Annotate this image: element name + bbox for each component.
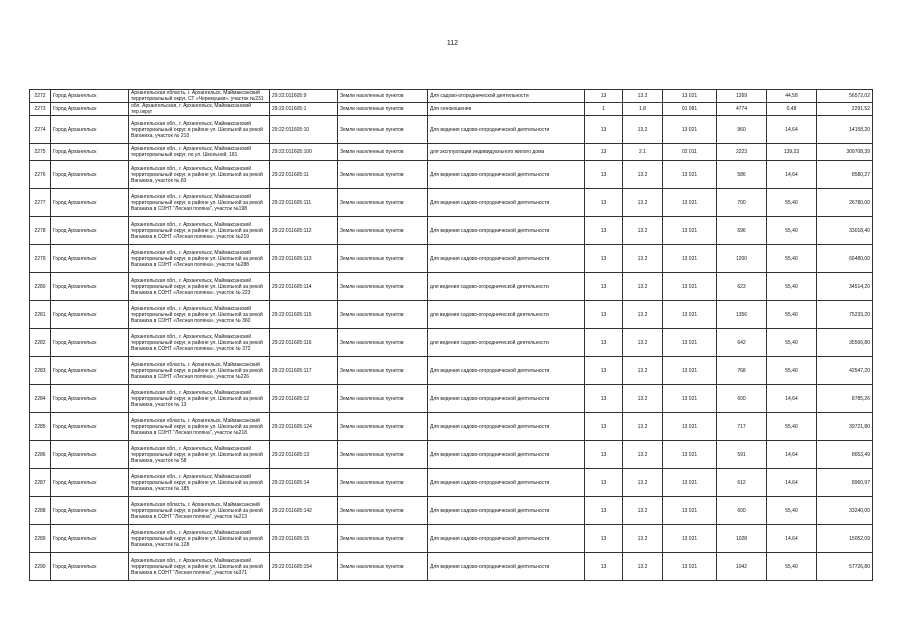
code-cell: 13	[585, 441, 623, 469]
use-code-cell: 13 021	[663, 413, 717, 441]
permitted-use-cell: Для ведения садово-огороднической деятельности	[428, 413, 585, 441]
subcode-cell: 13.2	[623, 161, 663, 189]
cadastral-value-cell: 8785,26	[817, 385, 873, 413]
use-code-cell: 13 021	[663, 357, 717, 385]
municipality-cell: Город Архангельск	[51, 413, 129, 441]
municipality-cell: Город Архангельск	[51, 301, 129, 329]
table-row	[30, 301, 873, 329]
specific-value-cell: 14,64	[767, 385, 817, 413]
address-cell: Архангельская обл., г. Архангельск, Маймаксанский территориальный округ, в районе ул. Школьной за рекой Ваганиха, участок № 83	[129, 161, 270, 189]
row-number: 2283	[30, 357, 51, 385]
use-code-cell: 13 021	[663, 189, 717, 217]
permitted-use-cell: Для садово-огороднической деятельности	[428, 90, 585, 103]
address-cell: Архангельская обл., г. Архангельск, Маймаксанский территориальный округ, в районе ул. Школьной за рекой Ваганиха в СОНТ «Лесная поляна», участок №219	[129, 217, 270, 245]
code-cell: 13	[585, 90, 623, 103]
specific-value-cell: 55,40	[767, 329, 817, 357]
land-category-cell: Земли населенных пунктов	[338, 497, 428, 525]
cadastral-value-cell: 14158,20	[817, 116, 873, 144]
code-cell: 1	[585, 103, 623, 116]
subcode-cell: 13.2	[623, 469, 663, 497]
land-category-cell: Земли населенных пунктов	[338, 441, 428, 469]
row-number: 2275	[30, 144, 51, 161]
row-number: 2285	[30, 413, 51, 441]
cadastral-number-cell: 29:22:011605:142	[270, 497, 338, 525]
cadastral-value-cell: 39721,80	[817, 413, 873, 441]
land-category-cell: Земли населенных пунктов	[338, 90, 428, 103]
area-cell: 4774	[717, 103, 767, 116]
table-row	[30, 144, 873, 161]
address-cell: обл. Архангельская, г. Архангельск, Маймаксанский тер.округ	[129, 103, 270, 116]
cadastral-number-cell: 29:22:011605:1	[270, 103, 338, 116]
use-code-cell: 13 021	[663, 329, 717, 357]
row-number: 2288	[30, 497, 51, 525]
table-row	[30, 161, 873, 189]
cadastral-value-cell: 34514,20	[817, 273, 873, 301]
specific-value-cell: 55,40	[767, 273, 817, 301]
subcode-cell: 13.2	[623, 329, 663, 357]
area-cell: 1200	[717, 245, 767, 273]
municipality-cell: Город Архангельск	[51, 103, 129, 116]
land-category-cell: Земли населенных пунктов	[338, 329, 428, 357]
code-cell: 13	[585, 385, 623, 413]
subcode-cell: 13.2	[623, 357, 663, 385]
land-category-cell: Земли населенных пунктов	[338, 301, 428, 329]
specific-value-cell: 14,64	[767, 441, 817, 469]
code-cell: 13	[585, 413, 623, 441]
municipality-cell: Город Архангельск	[51, 329, 129, 357]
address-cell: Архангельская обл., г. Архангельск, Маймаксанский территориальный округ, в районе ул. Школьной за рекой Ваганиха, участок № 210	[129, 116, 270, 144]
table-row	[30, 553, 873, 581]
municipality-cell: Город Архангельск	[51, 144, 129, 161]
code-cell: 13	[585, 273, 623, 301]
permitted-use-cell: Для ведения садово-огороднической деятельности	[428, 245, 585, 273]
code-cell: 13	[585, 189, 623, 217]
cadastral-value-cell: 33018,40	[817, 217, 873, 245]
cadastral-value-cell: 8653,49	[817, 441, 873, 469]
land-category-cell: Земли населенных пунктов	[338, 525, 428, 553]
subcode-cell: 13.2	[623, 245, 663, 273]
row-number: 2276	[30, 161, 51, 189]
table-row	[30, 385, 873, 413]
land-category-cell: Земли населенных пунктов	[338, 385, 428, 413]
area-cell: 586	[717, 161, 767, 189]
permitted-use-cell: для эксплуатации индивидуального жилого дома	[428, 144, 585, 161]
permitted-use-cell: Для ведения садово-огороднической деятельности	[428, 525, 585, 553]
cadastral-number-cell: 29:22:011605:15	[270, 525, 338, 553]
municipality-cell: Город Архангельск	[51, 525, 129, 553]
use-code-cell: 13 021	[663, 525, 717, 553]
address-cell: Архангельская область, г. Архангельск, Маймаксанский территориальный округ, в районе ул. Школьной за рекой Ваганиха в СОНТ «Лесная поляна», участок №226	[129, 357, 270, 385]
table-row	[30, 497, 873, 525]
subcode-cell: 13.2	[623, 301, 663, 329]
subcode-cell: 13.2	[623, 497, 663, 525]
use-code-cell: 13 021	[663, 553, 717, 581]
code-cell: 13	[585, 301, 623, 329]
cadastral-number-cell: 29:22:011605:112	[270, 217, 338, 245]
code-cell: 13	[585, 161, 623, 189]
specific-value-cell: 55,40	[767, 553, 817, 581]
table-row	[30, 413, 873, 441]
permitted-use-cell: Для ведения садово-огороднической деятельности	[428, 497, 585, 525]
municipality-cell: Город Архангельск	[51, 441, 129, 469]
land-category-cell: Земли населенных пунктов	[338, 273, 428, 301]
use-code-cell: 13 021	[663, 217, 717, 245]
cadastral-number-cell: 29:22:011605:116	[270, 329, 338, 357]
subcode-cell: 13.2	[623, 413, 663, 441]
cadastral-value-cell: 56572,02	[817, 90, 873, 103]
use-code-cell: 13 021	[663, 116, 717, 144]
address-cell: Архангельская обл., г. Архангельск, Маймаксанский территориальный округ, в районе ул. Школьной за рекой Ваганиха в СОНТ «Лесная поляна», участок № 372	[129, 329, 270, 357]
municipality-cell: Город Архангельск	[51, 273, 129, 301]
specific-value-cell: 14,64	[767, 161, 817, 189]
use-code-cell: 13 021	[663, 161, 717, 189]
land-category-cell: Земли населенных пунктов	[338, 413, 428, 441]
code-cell: 13	[585, 144, 623, 161]
municipality-cell: Город Архангельск	[51, 116, 129, 144]
address-cell: Архангельская обл., г. Архангельск, Маймаксанский территориальный округ, в районе ул. Школьной за рекой Ваганиха в СОНТ «Лесная поляна», участок №288	[129, 245, 270, 273]
table-row	[30, 90, 873, 103]
table-row	[30, 116, 873, 144]
table-row	[30, 441, 873, 469]
municipality-cell: Город Архангельск	[51, 189, 129, 217]
permitted-use-cell: Для ведения садово-огороднической деятельности	[428, 469, 585, 497]
permitted-use-cell: Для сенокошения	[428, 103, 585, 116]
row-number: 2287	[30, 469, 51, 497]
page-number: 112	[446, 40, 459, 47]
table-row	[30, 245, 873, 273]
permitted-use-cell: для ведения садово-огороднической деятельности	[428, 329, 585, 357]
use-code-cell: 13 021	[663, 497, 717, 525]
subcode-cell: 13.2	[623, 189, 663, 217]
row-number: 2282	[30, 329, 51, 357]
code-cell: 13	[585, 217, 623, 245]
address-cell: Архангельская область, г. Архангельск, Маймаксанский территориальный округ, в районе ул. Школьной за рекой Ваганиха в СОНТ "Лесная поляна", участок №218	[129, 413, 270, 441]
specific-value-cell: 55,40	[767, 189, 817, 217]
address-cell: Архангельская обл., г. Архангельск, Маймаксанский территориальный округ, в районе ул. Школьной за рекой Ваганиха в СОНТ «Лесная поляна», участок № 360	[129, 301, 270, 329]
area-cell: 960	[717, 116, 767, 144]
cadastral-number-cell: 29:22:011605:115	[270, 301, 338, 329]
land-category-cell: Земли населенных пунктов	[338, 357, 428, 385]
table-row	[30, 525, 873, 553]
row-number: 2284	[30, 385, 51, 413]
area-cell: 2223	[717, 144, 767, 161]
area-cell: 591	[717, 441, 767, 469]
land-category-cell: Земли населенных пунктов	[338, 144, 428, 161]
table-row	[30, 329, 873, 357]
land-category-cell: Земли населенных пунктов	[338, 116, 428, 144]
cadastral-value-cell: 2291,52	[817, 103, 873, 116]
subcode-cell: 13.2	[623, 525, 663, 553]
cadastral-value-cell: 8960,97	[817, 469, 873, 497]
area-cell: 768	[717, 357, 767, 385]
cadastral-number-cell: 29:22:011605:124	[270, 413, 338, 441]
municipality-cell: Город Архангельск	[51, 217, 129, 245]
specific-value-cell: 139,23	[767, 144, 817, 161]
cadastral-value-cell: 35566,80	[817, 329, 873, 357]
cadastral-number-cell: 29:22:011605:111	[270, 189, 338, 217]
cadastral-value-cell: 66480,00	[817, 245, 873, 273]
address-cell: Архангельская обл., г. Архангельск, Маймаксанский территориальный округ, в районе ул. Школьной за рекой Ваганиха, участок № 185	[129, 469, 270, 497]
row-number: 2278	[30, 217, 51, 245]
cadastral-number-cell: 29:22:011605:11	[270, 161, 338, 189]
subcode-cell: 13.2	[623, 441, 663, 469]
cadastral-number-cell: 29:22:011605:12	[270, 385, 338, 413]
use-code-cell: 13 021	[663, 245, 717, 273]
row-number: 2272	[30, 90, 51, 103]
area-cell: 700	[717, 189, 767, 217]
cadastral-value-cell: 75233,20	[817, 301, 873, 329]
use-code-cell: 13 021	[663, 273, 717, 301]
municipality-cell: Город Архангельск	[51, 469, 129, 497]
specific-value-cell: 44,58	[767, 90, 817, 103]
code-cell: 13	[585, 116, 623, 144]
cadastral-value-cell: 33240,00	[817, 497, 873, 525]
permitted-use-cell: Для ведения садово-огороднической деятельности	[428, 116, 585, 144]
specific-value-cell: 55,40	[767, 357, 817, 385]
cadastral-value-cell: 309708,39	[817, 144, 873, 161]
address-cell: Архангельская обл., г. Архангельск, Маймаксанский территориальный округ, в районе ул. Школьной за рекой Ваганиха, участок № 58	[129, 441, 270, 469]
row-number: 2290	[30, 553, 51, 581]
row-number: 2279	[30, 245, 51, 273]
cadastral-number-cell: 29:22:011605:100	[270, 144, 338, 161]
row-number: 2277	[30, 189, 51, 217]
cadastral-number-cell: 29:22:011605:14	[270, 469, 338, 497]
municipality-cell: Город Архангельск	[51, 553, 129, 581]
address-cell: Архангельская обл., г. Архангельск, Маймаксанский территориальный округ, по ул. Школьной, 181	[129, 144, 270, 161]
cadastral-number-cell: 29:22:011605:13	[270, 441, 338, 469]
permitted-use-cell: Для ведения садово-огороднической деятельности	[428, 357, 585, 385]
cadastral-number-cell: 29:22:011605:10	[270, 116, 338, 144]
cadastral-value-cell: 8580,27	[817, 161, 873, 189]
area-cell: 1042	[717, 553, 767, 581]
subcode-cell: 13.2	[623, 553, 663, 581]
area-cell: 1269	[717, 90, 767, 103]
code-cell: 13	[585, 329, 623, 357]
address-cell: Архангельская область, г. Архангельск, Маймаксанский территориальный округ, в районе ул. Школьной за рекой Ваганиха в СОНТ "Лесная поляна", участок №213	[129, 497, 270, 525]
cadastral-value-cell: 42547,20	[817, 357, 873, 385]
table-body	[30, 90, 873, 581]
cadastral-value-cell: 57726,80	[817, 553, 873, 581]
area-cell: 642	[717, 329, 767, 357]
subcode-cell: 13.2	[623, 217, 663, 245]
code-cell: 13	[585, 245, 623, 273]
table-row	[30, 189, 873, 217]
use-code-cell: 13 021	[663, 385, 717, 413]
code-cell: 13	[585, 469, 623, 497]
code-cell: 13	[585, 497, 623, 525]
cadastral-value-cell: 15052,09	[817, 525, 873, 553]
permitted-use-cell: Для ведения садово-огороднической деятельности	[428, 385, 585, 413]
land-category-cell: Земли населенных пунктов	[338, 553, 428, 581]
address-cell: Архангельская обл., г. Архангельск, Маймаксанский территориальный округ, в районе ул. Школьной за рекой Ваганиха, участок № 13	[129, 385, 270, 413]
subcode-cell: 13.2	[623, 90, 663, 103]
row-number: 2289	[30, 525, 51, 553]
use-code-cell: 13 021	[663, 301, 717, 329]
area-cell: 596	[717, 217, 767, 245]
cadastral-number-cell: 29:22:011605:9	[270, 90, 338, 103]
code-cell: 13	[585, 553, 623, 581]
municipality-cell: Город Архангельск	[51, 497, 129, 525]
land-category-cell: Земли населенных пунктов	[338, 217, 428, 245]
table-row	[30, 103, 873, 116]
area-cell: 1356	[717, 301, 767, 329]
table-row	[30, 273, 873, 301]
cadastral-number-cell: 29:22:011605:154	[270, 553, 338, 581]
address-cell: Архангельская обл., г. Архангельск, Маймаксанский территориальный округ, в районе ул. Школьной за рекой Ваганиха в СОНТ "Лесная поляна", участок №371	[129, 553, 270, 581]
municipality-cell: Город Архангельск	[51, 385, 129, 413]
subcode-cell: 13.2	[623, 385, 663, 413]
cadastral-value-cell: 26780,00	[817, 189, 873, 217]
municipality-cell: Город Архангельск	[51, 161, 129, 189]
use-code-cell: 13 021	[663, 441, 717, 469]
specific-value-cell: 55,40	[767, 497, 817, 525]
permitted-use-cell: для ведения садово-огороднической деятельности	[428, 273, 585, 301]
land-category-cell: Земли населенных пунктов	[338, 245, 428, 273]
municipality-cell: Город Архангельск	[51, 357, 129, 385]
address-cell: Архангельская обл., г. Архангельск, Маймаксанский территориальный округ, в районе ул. Школьной за рекой Ваганиха в СОНТ "Лесная поляна", участок №198	[129, 189, 270, 217]
specific-value-cell: 55,40	[767, 301, 817, 329]
cadastral-number-cell: 29:22:011605:113	[270, 245, 338, 273]
land-category-cell: Земли населенных пунктов	[338, 189, 428, 217]
permitted-use-cell: Для ведения садово-огороднической деятельности	[428, 441, 585, 469]
cadastral-number-cell: 29:22:011605:117	[270, 357, 338, 385]
row-number: 2274	[30, 116, 51, 144]
code-cell: 13	[585, 357, 623, 385]
area-cell: 717	[717, 413, 767, 441]
subcode-cell: 13.2	[623, 273, 663, 301]
use-code-cell: 01 081	[663, 103, 717, 116]
subcode-cell: 2.1	[623, 144, 663, 161]
area-cell: 612	[717, 469, 767, 497]
subcode-cell: 1.8	[623, 103, 663, 116]
area-cell: 600	[717, 385, 767, 413]
use-code-cell: 13 021	[663, 469, 717, 497]
land-category-cell: Земли населенных пунктов	[338, 469, 428, 497]
specific-value-cell: 14,64	[767, 469, 817, 497]
specific-value-cell: 55,40	[767, 217, 817, 245]
specific-value-cell: 55,40	[767, 245, 817, 273]
specific-value-cell: 55,40	[767, 413, 817, 441]
municipality-cell: Город Архангельск	[51, 245, 129, 273]
municipality-cell: Город Архангельск	[51, 90, 129, 103]
cadastral-number-cell: 29:22:011605:114	[270, 273, 338, 301]
permitted-use-cell: для ведения садово-огороднической деятельности	[428, 301, 585, 329]
permitted-use-cell: Для ведения садово-огороднической деятельности	[428, 161, 585, 189]
cadastral-table	[29, 89, 873, 581]
use-code-cell: 02 011	[663, 144, 717, 161]
subcode-cell: 13.2	[623, 116, 663, 144]
permitted-use-cell: Для ведения садово-огороднической деятельности	[428, 217, 585, 245]
permitted-use-cell: Для ведения садово-огороднической деятельности	[428, 189, 585, 217]
area-cell: 623	[717, 273, 767, 301]
land-category-cell: Земли населенных пунктов	[338, 161, 428, 189]
address-cell: Архангельская обл., г. Архангельск, Маймаксанский территориальный округ, в районе ул. Школьной за рекой Ваганиха в СОНТ «Лесная поляна», участок № 223	[129, 273, 270, 301]
row-number: 2280	[30, 273, 51, 301]
row-number: 2286	[30, 441, 51, 469]
use-code-cell: 13 021	[663, 90, 717, 103]
table-row	[30, 469, 873, 497]
area-cell: 1028	[717, 525, 767, 553]
specific-value-cell: 14,64	[767, 116, 817, 144]
row-number: 2281	[30, 301, 51, 329]
area-cell: 600	[717, 497, 767, 525]
address-cell: Архангельская обл., г. Архангельск, Маймаксанский территориальный округ, в районе ул. Школьной за рекой Ваганиха, участок № 128	[129, 525, 270, 553]
land-category-cell: Земли населенных пунктов	[338, 103, 428, 116]
specific-value-cell: 14,64	[767, 525, 817, 553]
address-cell: Архангельская область, г. Архангельск, Маймаксанский территориальный округ, СТ «Черемушки», участок №231	[129, 90, 270, 103]
table-row	[30, 217, 873, 245]
code-cell: 13	[585, 525, 623, 553]
table-row	[30, 357, 873, 385]
permitted-use-cell: Для ведения садово-огороднической деятельности	[428, 553, 585, 581]
row-number: 2273	[30, 103, 51, 116]
specific-value-cell: 0,48	[767, 103, 817, 116]
